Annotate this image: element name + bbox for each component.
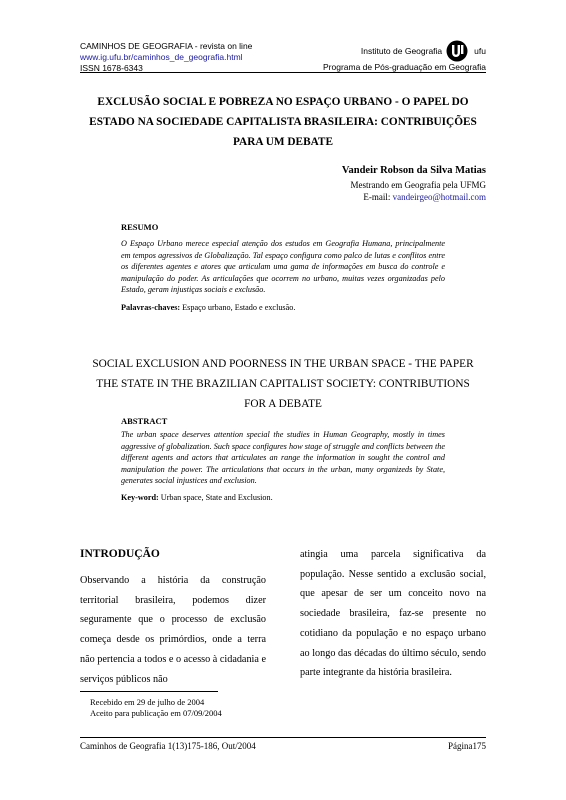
body-column-left (80, 545, 266, 689)
body-column-right (300, 545, 486, 683)
keywords-label: Palavras-chaves: (121, 302, 181, 312)
footer-divider (80, 737, 486, 738)
title-line: EXCLUSÃO SOCIAL E POBREZA NO ESPAÇO URBANO - O PAPEL DO (97, 96, 469, 108)
footer-citation: Caminhos de Geografia 1(13)175-186, Out/2004 (80, 741, 256, 751)
logo-text: ufu (474, 45, 486, 56)
received-date: Recebido em 29 de julho de 2004 (90, 697, 205, 707)
keywords-value: Urban space, State and Exclusion. (160, 492, 273, 502)
journal-title: CAMINHOS DE GEOGRAFIA - revista on line (80, 41, 253, 51)
section-heading-introducao: INTRODUÇÃO (80, 548, 160, 560)
keywords-label: Key-word: (121, 492, 159, 502)
author-name: Vandeir Robson da Silva Matias (341, 165, 486, 176)
body-paragraph: Observando a história da construção territorial brasileira, podemos dizer seguramente que o processo de exclusão começa desde os primórdios, onde a terra não pertencia a todos e o acesso à cidadania e serviços públicos não (80, 575, 266, 685)
paper-title (80, 92, 486, 152)
journal-header (80, 41, 252, 74)
author-email-link[interactable]: vandeirgeo@hotmail.com (392, 192, 486, 202)
title-line: FOR A DEBATE (244, 398, 322, 410)
institute-name: Instituto de Geografia (360, 45, 443, 56)
institute-header (286, 40, 486, 73)
title-line: ESTADO NA SOCIEDADE CAPITALISTA BRASILEIRA: CONTRIBUIÇÕES (89, 116, 477, 128)
palavras-chaves (121, 302, 445, 314)
resumo-text: O Espaço Urbano merece especial atenção dos estudos em Geografia Humana, principalmente em tempos agressivos de Globalização. Tal espaço configura como palco de lutas e conflitos entre os diferentes agentes e atores que articulam uma gama de informações em busca do controle e manipulação do poder. As articulações que ocorrem no urbano, muitas vezes organizadas pelo Estado, geram injustiças sociais e exclusão. (121, 239, 445, 294)
abstract-text: The urban space deserves attention special the studies in Human Geography, mostly in times aggressive of globalization. Such space configures how stage of struggle and conflicts between the different agents and actors that articulates an range the information in sought the control and manipulation the power. The articulations that occurs in the urban, many organizeds by State, generates social injustices and exclusion. (121, 430, 445, 485)
abstract-section (121, 416, 445, 504)
accepted-date: Aceito para publicação em 07/09/2004 (90, 708, 222, 718)
author-block (342, 163, 486, 203)
resumo-heading: RESUMO (121, 222, 159, 232)
issn-label: ISSN 1678-6343 (80, 63, 143, 73)
english-title (80, 354, 486, 414)
title-line: PARA UM DEBATE (233, 136, 333, 148)
body-paragraph: atingia uma parcela significativa da população. Nesse sentido a exclusão social, que apesar de ser um conceito novo na sociedade brasileira, faz-se presente no cotidiano da população e no espaço urbano ao longo das décadas do último século, sendo parte integrante da história brasileira. (300, 549, 486, 679)
author-affiliation: Mestrando em Geografia pela UFMG (350, 180, 486, 190)
abstract-heading: ABSTRACT (121, 416, 168, 426)
page-number: Página175 (448, 741, 486, 751)
email-label: E-mail: (363, 192, 391, 202)
ufu-logo-icon (446, 40, 470, 62)
journal-url-link[interactable]: www.ig.ufu.br/caminhos_de_geografia.html (80, 52, 243, 62)
title-line: THE STATE IN THE BRAZILIAN CAPITALIST SOCIETY: CONTRIBUTIONS (96, 378, 470, 390)
program-name: Programa de Pós-graduação em Geografia (322, 62, 486, 72)
key-word (121, 492, 445, 504)
footnotes (90, 697, 222, 719)
keywords-value: Espaço urbano, Estado e exclusão. (182, 302, 296, 312)
header-divider (80, 72, 486, 73)
title-line: SOCIAL EXCLUSION AND POORNESS IN THE URBAN SPACE - THE PAPER (92, 358, 474, 370)
footnote-divider (80, 691, 218, 692)
resumo-section (121, 222, 445, 314)
